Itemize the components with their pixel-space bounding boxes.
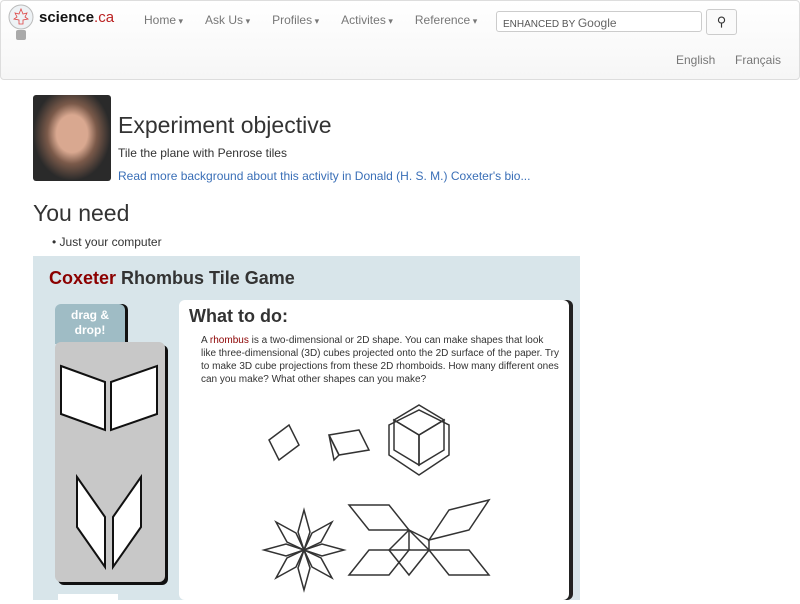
tray-slot bbox=[58, 594, 118, 604]
need-item: • Just your computer bbox=[52, 235, 162, 249]
lang-english[interactable]: English bbox=[676, 53, 716, 67]
menu-reference[interactable]: Reference ▾ bbox=[404, 13, 488, 27]
rhombus-tile[interactable] bbox=[111, 366, 157, 430]
instructions-text: A rhombus is a two-dimensional or 2D shape. You can make shapes that look like three-dimensional (3D) cubes projected onto the 2D surface of the paper. Try to make 3D cube projections from these 2D rhomboids. How many different ones can you make? What other shapes can you make? bbox=[201, 335, 559, 385]
search-input[interactable]: ENHANCED BY Google bbox=[496, 11, 702, 32]
rhombus-tile[interactable] bbox=[77, 477, 105, 567]
logo[interactable] bbox=[7, 3, 114, 45]
brand-name: science.ca bbox=[39, 8, 115, 26]
you-need-heading: You need bbox=[33, 200, 130, 226]
lightbulb-logo-icon bbox=[7, 3, 35, 45]
page-title: Experiment objective bbox=[118, 112, 332, 138]
rhombus-game[interactable] bbox=[33, 256, 580, 600]
menu-home[interactable]: Home ▾ bbox=[133, 13, 194, 27]
rhombus-examples-illustration bbox=[259, 400, 559, 600]
search-icon: ⚲ bbox=[716, 14, 727, 29]
objective-text: Tile the plane with Penrose tiles bbox=[118, 146, 287, 160]
menu-ask-us[interactable]: Ask Us ▾ bbox=[194, 13, 261, 27]
coxeter-portrait bbox=[33, 95, 111, 181]
navbar bbox=[0, 0, 800, 80]
drag-drop-tab: drag & drop! bbox=[55, 304, 125, 344]
menu-profiles[interactable]: Profiles ▾ bbox=[261, 13, 330, 27]
game-title: Coxeter Rhombus Tile Game bbox=[49, 268, 295, 288]
menu-activites[interactable]: Activites ▾ bbox=[330, 13, 404, 27]
tile-tray bbox=[55, 342, 165, 582]
search-button[interactable] bbox=[706, 9, 737, 35]
rhombus-tile[interactable] bbox=[113, 477, 141, 567]
rhombus-tile[interactable] bbox=[61, 366, 105, 430]
panel-title: What to do: bbox=[189, 306, 288, 326]
lang-francais[interactable]: Français bbox=[735, 53, 782, 67]
bio-link[interactable]: Read more background about this activity in Donald (H. S. M.) Coxeter's bio... bbox=[118, 169, 531, 183]
instructions-panel bbox=[179, 300, 569, 600]
